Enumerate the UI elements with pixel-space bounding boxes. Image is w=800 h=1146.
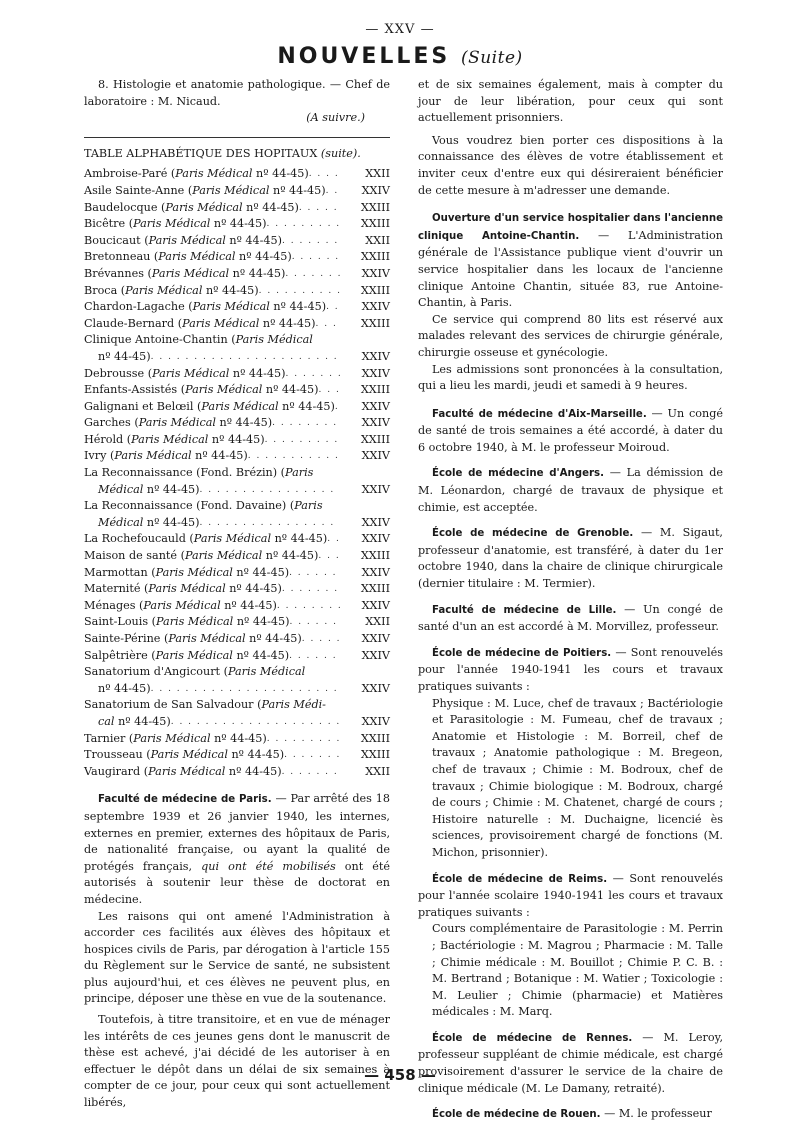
a-suivre: (A suivre.) [306,111,365,125]
hospital-reference: XXIII [360,316,390,330]
aix-heading: Faculté de médecine d'Aix-Marseille. [432,408,647,420]
hospital-entry [84,664,390,697]
left-column [84,77,390,1112]
hospital-reference: XXIV [361,515,390,529]
hospital-name: Tarnier (Paris Médical nº 44-45) [84,731,267,745]
hospital-reference: XXII [365,233,390,247]
leader-dots [286,366,340,383]
leader-dots [299,200,340,217]
hospital-name: Debrousse (Paris Médical nº 44-45) [84,366,286,380]
paris-emphasis: qui ont été mobilisés [201,859,336,873]
hospital-reference: XXIII [360,383,390,397]
paris-paragraph-3: Toutefois, à titre transitoire, et en vue de ménager les intérêts de ces jeunes gens dont le manuscrit de thèse est achevé, j'ai décidé de les autoriser à en effectuer le dépôt dans un délai de six semaines à compter de ce jour, pour ceux qui sont actuellement libérés, [84,1013,390,1110]
leader-dots [259,283,340,300]
reims-heading: École de médecine de Reims. [432,873,608,885]
hospital-entry [84,332,390,365]
hospital-entry [84,266,390,283]
hospital-name: Hérold (Paris Médical nº 44-45) [84,432,265,446]
right-column [418,77,723,1124]
hospital-entry [84,316,390,333]
leader-dots [309,166,340,183]
hospital-entry [84,200,390,217]
leader-dots [319,382,340,399]
hospital-entry [84,233,390,250]
page-number: — 458 — [364,1066,436,1084]
leader-dots [318,548,340,565]
leader-dots [326,299,340,316]
leader-dots [316,316,340,333]
hospital-reference: XXIV [361,632,390,645]
grenoble-text: — M. Sigaut, professeur d'anatomie, est transféré, à dater du 1er octobre 1940, dans la chaire de clinique chirurgicale (dernier titulaire : M. Termier). [418,526,723,591]
hospital-name: Salpêtrière (Paris Médical nº 44-45) [84,648,290,662]
hospital-reference: XXIV [361,648,390,662]
aix-text: — Un congé de santé de trois semaines a été accordé, à dater du 6 octobre 1940, à M. le professeur Moiroud. [418,406,723,454]
hospital-entry [84,183,390,200]
hospital-name: Claude-Bernard (Paris Médical nº 44-45) [84,316,316,330]
hospital-entry [84,299,390,316]
hospital-entry [84,382,390,399]
hospital-name: Chardon-Lagache (Paris Médical nº 44-45) [84,300,327,314]
leader-dots [171,714,340,731]
ouverture-paragraph-3: Les admissions sont prononcées à la consultation, qui a lieu les mardi, jeudi et samedi à 9 heures. [418,362,723,393]
hospital-entry [84,498,390,531]
hospital-reference: XXIV [361,681,390,695]
hospital-entry [84,764,390,781]
rennes-text: — M. Leroy, professeur suppléant de chimie médicale, est chargé provisoirement d'assurer le service de la chaire de clinique médicale (M. Le Damany, retraité). [418,1030,723,1095]
hospital-reference: XXIV [361,532,390,546]
hospital-reference: XXIV [361,300,390,314]
hospital-name: Marmottan (Paris Médical nº 44-45) [84,565,290,579]
ouverture-section [418,210,723,395]
hospital-name: Enfants-Assistés (Paris Médical nº 44-45) [84,383,319,397]
hospital-entry [84,448,390,465]
paris-paragraph-2: Les raisons qui ont amené l'Administration à accorder ces facilités aux élèves des hôpitaux et hospices civils de Paris, par dérogation à l'article 155 du Règlement sur le Service de santé, ne subsistent plus aujourd'hui, et ces élèves ne peuvent plus, en principe, déposer une thèse en vue de la soutenance. [84,909,390,1006]
poitiers-text: — Sont renouvelés pour l'année 1940-1941 les cours et travaux pratiques suivants : [418,645,723,693]
leader-dots [200,482,340,499]
hospital-name: Ivry (Paris Médical nº 44-45) [84,449,248,463]
hospital-name: Trousseau (Paris Médical nº 44-45) [84,748,285,762]
leader-dots [267,731,340,748]
grenoble-heading: École de médecine de Grenoble. [432,528,634,540]
ouverture-paragraph-2: Ce service qui comprend 80 lits est réservé aux malades relevant des services de chirurgie générale, chirurgie osseuse et gynécologie. [418,312,723,359]
hospital-entry [84,366,390,383]
hospital-entry [84,631,390,648]
leader-dots [289,614,340,631]
hospital-reference: XXIV [361,714,390,728]
hospital-name: Brévannes (Paris Médical nº 44-45) [84,266,286,280]
hospital-reference: XXIV [361,416,390,430]
folio-header: — XXV — [365,22,435,37]
hospital-name: La Rochefoucauld (Paris Médical nº 44-45) [84,532,328,546]
hospital-reference: XXIII [360,748,390,762]
angers-heading: École de médecine d'Angers. [432,468,604,480]
hospital-reference: XXII [365,615,390,629]
hospital-entry [84,648,390,665]
hospital-entry [84,216,390,233]
leader-dots [277,598,340,615]
grenoble-section [418,525,723,592]
paris-heading: Faculté de médecine de Paris. [98,794,272,806]
paris-paragraph-1: Faculté de médecine de Paris. — Par arrêté des 18 septembre 1939 et 26 janvier 1940, les internes, externes en premier, externes des hôpitaux de Paris, de nationalité française, ou ayant la qualité de protégés français, qui ont été mobilisés ont été autorisés à soutenir leur thèse de doctorat en médecine. [84,792,391,906]
leader-dots [272,415,340,432]
intro-item: 8. Histologie et anatomie pathologique. — Chef de laboratoire : M. Nicaud. [84,78,390,108]
ouverture-paragraph-1: Ouverture d'un service hospitalier dans l'ancienne clinique Antoine-Chantin. — L'Administration générale de l'Assistance publique vient d'ouvrir un service hospitalier dans les locaux de l'ancienne clinique Antoine Chantin, située 83, rue Antoine-Chantin, à Paris. [418,213,723,310]
hospital-reference: XXII [365,167,390,181]
leader-dots [282,764,340,781]
hospital-name-continued: nº 44-45) [98,681,151,695]
hospital-name: Sanatorium de San Salvadour (Paris Médi- [84,698,326,712]
hospital-table-title: TABLE ALPHABÉTIQUE DES HOPITAUX (suite). [84,137,390,163]
hospital-name: Bicêtre (Paris Médical nº 44-45) [84,217,267,231]
leader-dots [265,432,340,449]
hospital-reference: XXIV [361,449,390,463]
poitiers-section [418,645,723,862]
hospital-reference: XXIII [360,250,390,264]
leader-dots [284,747,340,764]
leader-dots [200,515,340,532]
continued-paragraph-2: Vous voudrez bien porter ces dispositions à la connaissance des élèves de votre établissement et inviter ceux d'entre eux qui désireraient bénéficier de cette mesure à m'adresser une demande. [418,133,723,197]
leader-dots [289,648,340,665]
leader-dots [267,216,340,233]
hospital-reference: XXIV [361,399,390,413]
hospital-name: Vaugirard (Paris Médical nº 44-45) [84,764,282,778]
hospital-name: Saint-Louis (Paris Médical nº 44-45) [84,615,290,629]
title-text: NOUVELLES [277,44,451,69]
hospital-name-continued: Médical nº 44-45) [98,482,200,496]
title-suite: (Suite) [460,48,523,68]
hospital-reference: XXII [365,764,390,778]
continued-paragraph-1: et de six semaines également, mais à compter du jour de leur libération, pour ceux qui sont actuellement prisonniers. [418,78,723,125]
hospital-reference: XXIV [361,482,390,496]
hospital-reference: XXIII [360,731,390,745]
hospital-entry [84,565,390,582]
leader-dots [292,249,340,266]
angers-section [418,465,723,516]
hospital-entry [84,531,390,548]
hospital-entry [84,249,390,266]
leader-dots [248,448,340,465]
leader-dots [326,183,340,200]
hospital-name-continued: Médical nº 44-45) [98,515,200,529]
reims-text: — Sont renouvelés pour l'année scolaire 1940-1941 les cours et travaux pratiques suivants : [418,871,723,919]
hospital-entry [84,465,390,498]
hospital-entry [84,399,390,416]
rennes-section [418,1030,723,1097]
hospital-name: Galignani et Belœil (Paris Médical nº 44-45) [84,399,335,413]
hospital-name: Asile Sainte-Anne (Paris Médical nº 44-45) [84,183,326,197]
rouen-text: — M. le professeur [600,1107,712,1121]
hospital-name: Sanatorium d'Angicourt (Paris Médical [84,665,306,679]
leader-dots [282,581,340,598]
hospital-reference: XXIV [361,366,390,380]
hospital-name: Maternité (Paris Médical nº 44-45) [84,582,282,596]
angers-text: — La démission de M. Léonardon, chargé de travaux de physique et chimie, est acceptée. [418,466,723,514]
hospital-name: Ménages (Paris Médical nº 44-45) [84,598,277,612]
leader-dots [302,631,340,648]
hospital-name: Clinique Antoine-Chantin (Paris Médical [84,333,313,347]
ouverture-heading: Ouverture d'un service hospitalier dans l'ancienne clinique Antoine-Chantin. [418,213,723,242]
poitiers-list: Physique : M. Luce, chef de travaux ; Bactériologie et Parasitologie : M. Fumeau, chef de travaux ; Anatomie et Histologie : M. Borreil, chef de travaux ; Anatomie pathologique : M. Bregeon, chef de travaux ; Chimie : M. Bodroux, chef de travaux ; Chimie biologique : M. Bodroux, chargé de cours ; Chimie : M. Chatenet, chargé de cours ; Histoire naturelle : M. Duchaigne, licencié ès sciences, provisoirement chargé de fonctions (M. Michon, prisonnier). [432,696,723,859]
leader-dots [151,349,340,366]
page-title [0,44,800,69]
rennes-heading: École de médecine de Rennes. [432,1032,633,1044]
hospital-name: Baudelocque (Paris Médical nº 44-45) [84,200,299,214]
lille-text: — Un congé de santé d'un an est accordé à M. Morvillez, professeur. [418,602,723,634]
hospital-reference: XXIV [361,565,390,579]
hospital-name-continued: nº 44-45) [98,349,151,363]
rouen-section [418,1106,723,1124]
hospital-name: La Reconnaissance (Fond. Brézin) (Paris [84,466,314,480]
hospital-entry [84,598,390,615]
hospital-reference: XXIII [360,582,390,596]
hospital-reference: XXIV [361,266,390,280]
reims-list: Cours complémentaire de Parasitologie : M. Perrin ; Bactériologie : M. Magrou ; Pharmacie : M. Talle ; Chimie médicale : M. Bouillot ; Chimie P. C. B. : M. Bertrand ; Botanique : M. Watier ; Toxicologie : M. Leulier ; Chimie (pharmacie) et Matières médicales : M. Marq. [432,922,723,1019]
hospital-reference: XXIV [361,598,390,612]
hospital-name: Bretonneau (Paris Médical nº 44-45) [84,250,292,264]
table-title-suite: (suite). [320,146,361,160]
leader-dots [151,681,340,698]
hospital-reference: XXIV [361,183,390,197]
hospital-entry [84,581,390,598]
hospital-entry [84,731,390,748]
hospital-reference: XXIII [360,283,390,297]
reims-section [418,871,723,1021]
hospital-name: Sainte-Périne (Paris Médical nº 44-45) [84,632,302,645]
rouen-heading: École de médecine de Rouen. [432,1109,601,1121]
hospital-name: La Reconnaissance (Fond. Davaine) (Paris [84,499,323,513]
lille-heading: Faculté de médecine de Lille. [432,604,617,616]
leader-dots [282,233,340,250]
hospital-name: Maison de santé (Paris Médical nº 44-45) [84,549,319,563]
hospital-name: Garches (Paris Médical nº 44-45) [84,416,273,430]
hospital-entry [84,166,390,183]
hospital-reference: XXIII [360,432,390,446]
leader-dots [285,266,340,283]
hospital-name-continued: cal nº 44-45) [98,714,171,728]
hospital-entry [84,415,390,432]
hospital-entry [84,614,390,631]
aix-section [418,406,723,457]
hospital-name: Broca (Paris Médical nº 44-45) [84,283,259,297]
hospital-entry [84,432,390,449]
paris-section [84,791,390,1111]
hospital-reference: XXIV [361,349,390,363]
hospital-entry [84,747,390,764]
leader-dots [327,531,340,548]
hospital-reference: XXIII [360,200,390,214]
leader-dots [289,565,340,582]
hospital-entry [84,548,390,565]
poitiers-heading: École de médecine de Poitiers. [432,647,612,659]
hospital-name: Ambroise-Paré (Paris Médical nº 44-45) [84,167,309,181]
hospital-list [84,166,390,780]
lille-section [418,602,723,636]
hospital-reference: XXIII [360,217,390,231]
hospital-reference: XXIII [360,549,390,563]
hospital-entry [84,283,390,300]
hospital-name: Boucicaut (Paris Médical nº 44-45) [84,233,283,247]
hospital-entry [84,697,390,730]
